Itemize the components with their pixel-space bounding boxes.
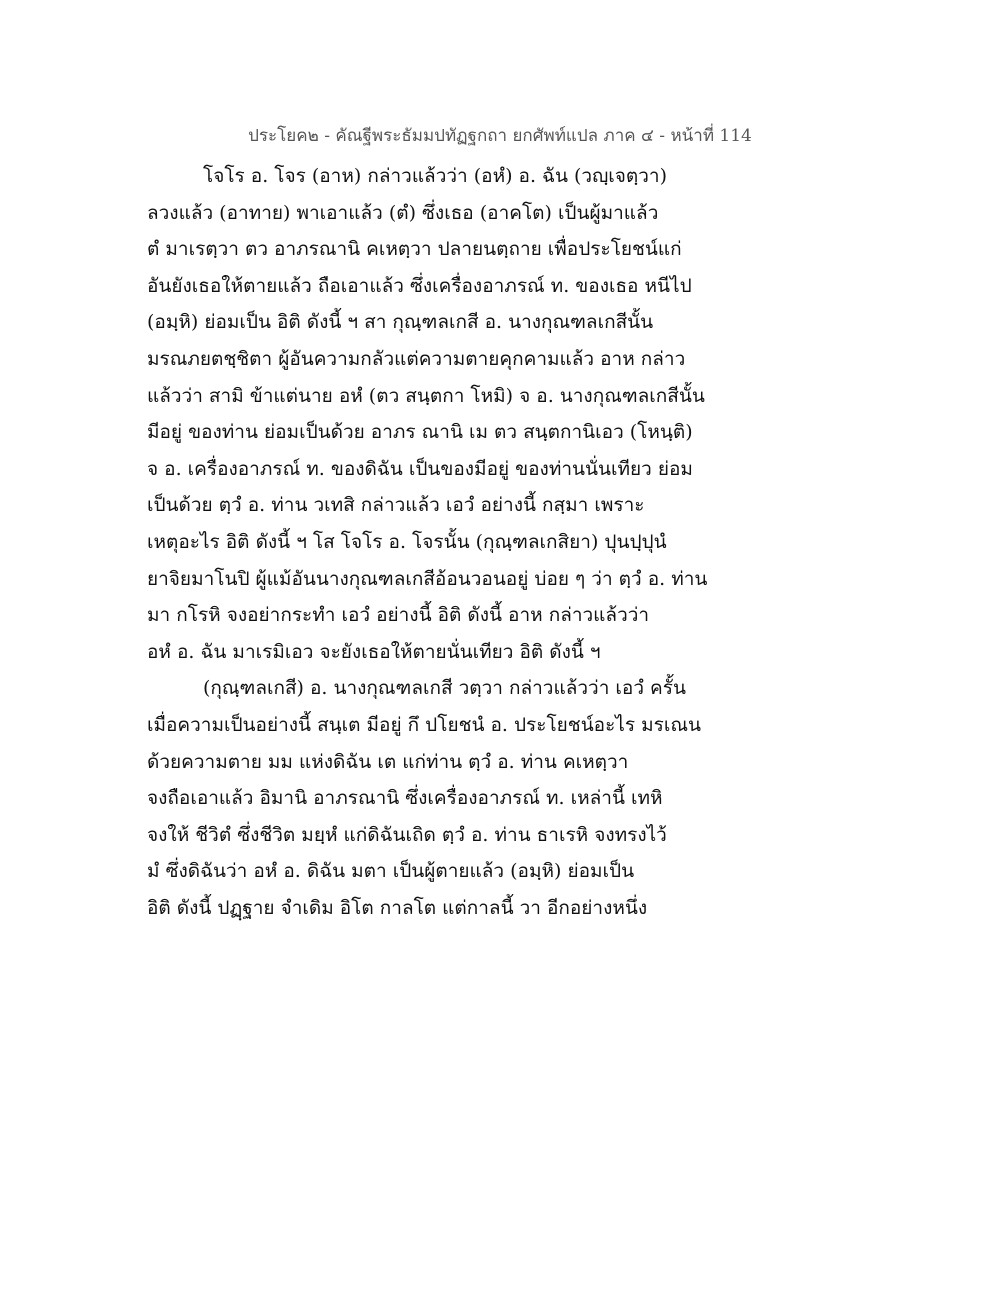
page-header: ประโยค๒ - คัณฐีพระธัมมปทัฏฐกถา ยกศัพท์แปล ภาค ๔ - หน้าที่ 114 <box>248 126 752 146</box>
text-line: อิติ ดังนี้ ปฏฺฐาย จำเดิม อิโต กาลโต แต่กาลนี้ วา อีกอย่างหนึ่ง <box>147 896 648 919</box>
text-line: เป็นด้วย ตฺวํ อ. ท่าน วเทสิ กล่าวแล้ว เอวํ อย่างนี้ กสฺมา เพราะ <box>147 494 645 517</box>
text-line: เมื่อความเป็นอย่างนี้ สนฺเต มีอยู่ กึ ปโยชนํ อ. ประโยชน์อะไร มรเณน <box>147 713 701 736</box>
text-line: แล้วว่า สามิ ข้าแต่นาย อหํ (ตว สนฺตกา โหมิ) จ อ. นางกุณฑลเกสีนั้น <box>147 384 705 407</box>
text-line: เหตุอะไร อิติ ดังนี้ ฯ โส โจโร อ. โจรนั้น (กุณฺฑลเกสิยา) ปุนปฺปุนํ <box>147 530 667 553</box>
text-line: จ อ. เครื่องอาภรณ์ ท. ของดิฉัน เป็นของมีอยู่ ของท่านนั่นเทียว ย่อม <box>147 457 693 480</box>
text-line: มา กโรหิ จงอย่ากระทำ เอวํ อย่างนี้ อิติ ดังนี้ อาห กล่าวแล้วว่า <box>147 604 650 627</box>
text-line: ลวงแล้ว (อาทาย) พาเอาแล้ว (ตํ) ซึ่งเธอ (อาคโต) เป็นผู้มาแล้ว <box>147 201 659 224</box>
text-line: มรณภยตชฺชิตา ผู้อันความกลัวแต่ความตายคุกคามแล้ว อาห กล่าว <box>147 347 686 370</box>
text-line: อันยังเธอให้ตายแล้ว ถือเอาแล้ว ซึ่งเครื่องอาภรณ์ ท. ของเธอ หนีไป <box>147 274 692 297</box>
text-line: มีอยู่ ของท่าน ย่อมเป็นด้วย อาภร ณานิ เม ตว สนฺตกานิเอว (โหนฺติ) <box>147 421 693 444</box>
text-line: จงให้ ชีวิตํ ซึ่งชีวิต มยฺหํ แก่ดิฉันเถิด ตฺวํ อ. ท่าน ธาเรหิ จงทรงไว้ <box>147 823 667 846</box>
text-line: ตํ มาเรตฺวา ตว อาภรณานิ คเหตฺวา ปลายนตฺถาย เพื่อประโยชน์แก่ <box>147 238 682 261</box>
text-line: อหํ อ. ฉัน มาเรมิเอว จะยังเธอให้ตายนั่นเทียว อิติ ดังนี้ ฯ <box>147 640 601 663</box>
text-line: โจโร อ. โจร (อาห) กล่าวแล้วว่า (อหํ) อ. ฉัน (วญฺเจตฺวา) <box>203 165 667 187</box>
text-line: (กุณฺฑลเกสี) อ. นางกุณฑลเกสี วตฺวา กล่าวแล้วว่า เอวํ ครั้น <box>203 677 686 700</box>
text-line: (อมฺหิ) ย่อมเป็น อิติ ดังนี้ ฯ สา กุณฺฑลเกสี อ. นางกุณฑลเกสีนั้น <box>147 311 654 334</box>
body-text <box>147 158 877 926</box>
text-line: ยาจิยมาโนปิ ผู้แม้อันนางกุณฑลเกสีอ้อนวอนอยู่ บ่อย ๆ ว่า ตฺวํ อ. ท่าน <box>147 567 708 590</box>
text-line: จงถือเอาแล้ว อิมานิ อาภรณานิ ซึ่งเครื่องอาภรณ์ ท. เหล่านี้ เทหิ <box>147 787 663 810</box>
text-line: ด้วยความตาย มม แห่งดิฉัน เต แก่ท่าน ตฺวํ อ. ท่าน คเหตฺวา <box>147 750 629 773</box>
text-line: มํ ซึ่งดิฉันว่า อหํ อ. ดิฉัน มตา เป็นผู้ตายแล้ว (อมฺหิ) ย่อมเป็น <box>147 860 635 883</box>
